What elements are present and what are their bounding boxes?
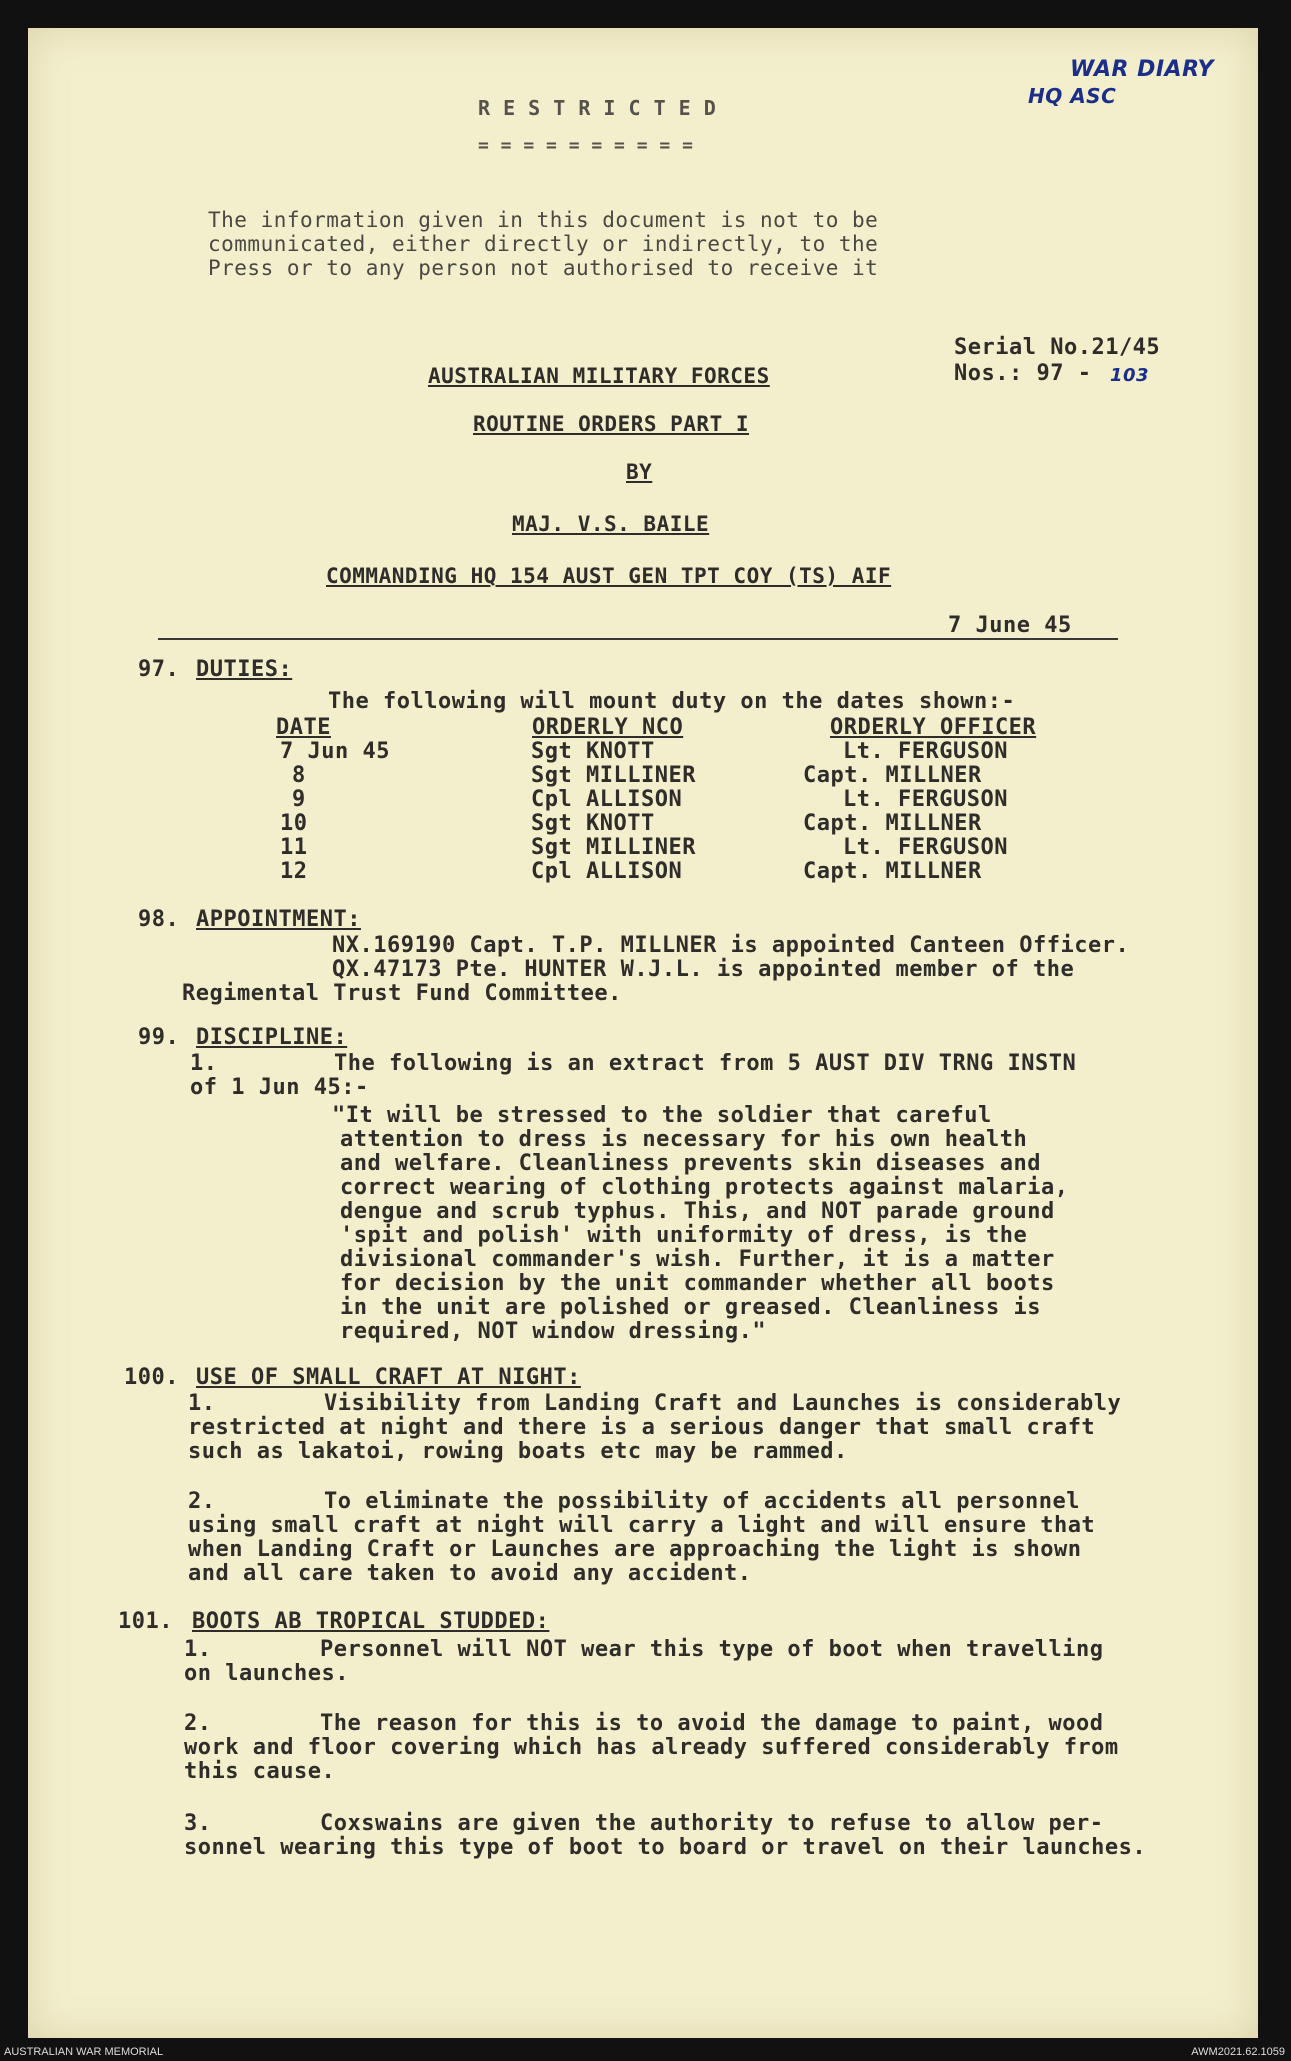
duty-row-nco: Sgt KNOTT [531,811,655,836]
quote-line: in the unit are polished or greased. Cleanliness is [340,1295,1042,1320]
title-commander: MAJ. V.S. BAILE [512,512,710,536]
classification-restricted: R E S T R I C T E D [478,96,717,120]
order-99-number: 99. [138,1025,180,1050]
order-100-number: 100. [124,1365,179,1390]
duty-row-date: 12 [280,859,308,884]
quote-line: for decision by the unit commander whether all boots [340,1271,1055,1296]
order-98-line-1: NX.169190 Capt. T.P. MILLNER is appointed Canteen Officer. [332,933,1130,958]
order-100-para-1-line: such as lakatoi, rowing boats etc may be rammed. [188,1439,848,1464]
duty-row-nco: Cpl ALLISON [531,859,683,884]
footer-archive-name: AUSTRALIAN WAR MEMORIAL [4,2046,164,2058]
order-date: 7 June 45 [948,613,1072,638]
order-101-para-2-line: The reason for this is to avoid the damage to paint, wood [320,1711,1104,1736]
order-101-para-2-line: work and floor covering which has already suffered considerably from [184,1735,1119,1760]
order-99-para-number: 1. [190,1051,218,1076]
duty-row-date: 8 [292,763,306,788]
order-98-number: 98. [138,907,180,932]
duty-column-nco: ORDERLY NCO [532,715,684,740]
duty-row-date: 10 [280,811,308,836]
order-99-heading: DISCIPLINE: [196,1025,348,1050]
duty-row-officer: Capt. MILLNER [803,811,982,836]
duty-row-officer: Lt. FERGUSON [843,787,1008,812]
quote-line: correct wearing of clothing protects against malaria, [340,1175,1069,1200]
warning-line-1: The information given in this document is not to be [208,208,879,232]
duty-row-officer: Lt. FERGUSON [843,835,1008,860]
quote-line: 'spit and polish' with uniformity of dress, is the [340,1223,1028,1248]
duty-row-officer: Lt. FERGUSON [843,739,1008,764]
order-101-para-3-number: 3. [184,1811,212,1836]
quote-line: attention to dress is necessary for his own health [340,1127,1028,1152]
order-101-para-1-line: on launches. [184,1661,349,1686]
quote-line: "It will be stressed to the soldier that careful [332,1103,992,1128]
order-99-intro-2: of 1 Jun 45:- [190,1075,369,1100]
order-98-line-2: QX.47173 Pte. HUNTER W.J.L. is appointed member of the [332,957,1075,982]
order-97-heading: DUTIES: [196,657,293,682]
handwritten-note-war-diary: WAR DIARY [1070,57,1214,82]
duty-row-nco: Sgt MILLINER [531,835,696,860]
duty-row-date: 11 [280,835,308,860]
order-100-para-2-line: and all care taken to avoid any accident. [188,1561,752,1586]
duty-row-officer: Capt. MILLNER [803,763,982,788]
order-101-para-2-number: 2. [184,1711,212,1736]
title-forces: AUSTRALIAN MILITARY FORCES [428,364,770,388]
order-101-para-3-line: sonnel wearing this type of boot to board or travel on their launches. [184,1835,1147,1860]
quote-line: divisional commander's wish. Further, it is a matter [340,1247,1055,1272]
order-100-para-1-line: restricted at night and there is a serious danger that small craft [188,1415,1096,1440]
order-99-intro-1: The following is an extract from 5 AUST DIV TRNG INSTN [334,1051,1077,1076]
warning-line-2: communicated, either directly or indirectly, to the [208,232,879,256]
order-numbers: Nos.: 97 - [954,361,1092,386]
order-100-para-2-line: using small craft at night will carry a light and will ensure that [188,1513,1096,1538]
title-routine-orders: ROUTINE ORDERS PART I [473,412,750,436]
classification-rule: = = = = = = = = = = [478,135,694,156]
order-101-para-3-line: Coxswains are given the authority to refuse to allow per- [320,1811,1104,1836]
order-97-intro: The following will mount duty on the dates shown:- [328,689,1016,714]
order-100-para-2-line: To eliminate the possibility of accidents all personnel [324,1489,1080,1514]
duty-column-officer: ORDERLY OFFICER [830,715,1037,740]
order-101-number: 101. [118,1609,173,1634]
order-97-number: 97. [138,657,180,682]
duty-row-date: 9 [292,787,306,812]
quote-line: required, NOT window dressing." [340,1319,767,1344]
order-100-para-2-number: 2. [188,1489,216,1514]
routine-orders-document [28,28,1258,2038]
duty-row-date: 7 Jun 45 [280,739,390,764]
quote-line: and welfare. Cleanliness prevents skin diseases and [340,1151,1042,1176]
order-101-para-2-line: this cause. [184,1759,336,1784]
footer-archive-id: AWM2021.62.1059 [1191,2046,1285,2058]
duty-row-nco: Cpl ALLISON [531,787,683,812]
order-101-para-1-number: 1. [184,1637,212,1662]
serial-number: Serial No.21/45 [954,335,1161,360]
duty-row-officer: Capt. MILLNER [803,859,982,884]
quote-line: dengue and scrub typhus. This, and NOT parade ground [340,1199,1055,1224]
order-101-heading: BOOTS AB TROPICAL STUDDED: [192,1609,550,1634]
order-numbers-handwritten: 103 [1110,365,1150,386]
document-page [28,28,1258,2038]
order-100-para-2-line: when Landing Craft or Launches are approaching the light is shown [188,1537,1082,1562]
duty-row-nco: Sgt MILLINER [531,763,696,788]
warning-line-3: Press or to any person not authorised to receive it [208,256,879,280]
order-98-heading: APPOINTMENT: [196,907,361,932]
order-98-line-3: Regimental Trust Fund Committee. [182,981,622,1006]
header-divider [158,638,1118,640]
handwritten-note-hq: HQ ASC [1028,84,1117,108]
order-101-para-1-line: Personnel will NOT wear this type of boot when travelling [320,1637,1104,1662]
title-unit: COMMANDING HQ 154 AUST GEN TPT COY (TS) AIF [326,564,892,588]
duty-row-nco: Sgt KNOTT [531,739,655,764]
title-by: BY [626,460,653,484]
order-100-para-1-number: 1. [188,1391,216,1416]
order-100-para-1-line: Visibility from Landing Craft and Launches is considerably [324,1391,1122,1416]
duty-column-date: DATE [276,715,331,740]
order-100-heading: USE OF SMALL CRAFT AT NIGHT: [196,1365,581,1390]
